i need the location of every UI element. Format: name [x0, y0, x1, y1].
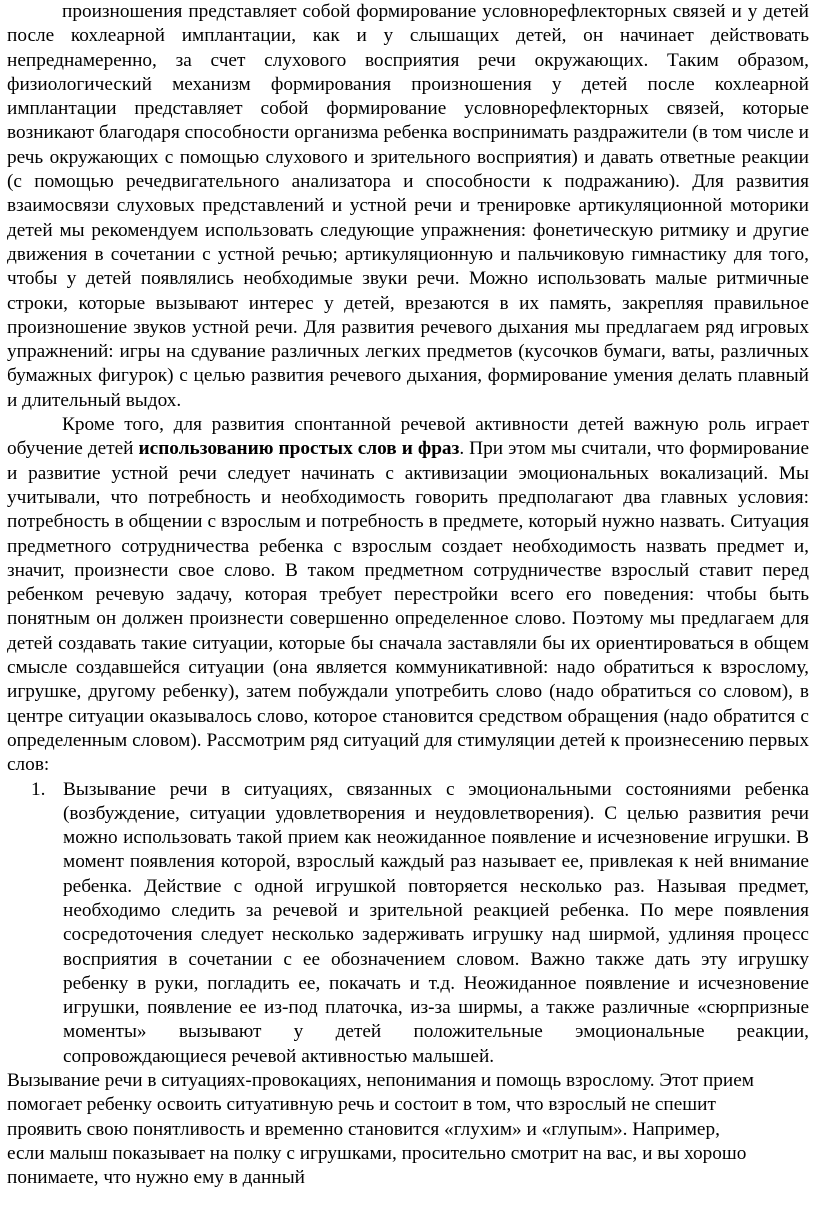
tail-line: помогает ребенку освоить ситуативную речь и состоит в том, что взрослый не спешит	[7, 1094, 716, 1116]
tail-line: проявить свою понятливость и временно становится «глухим» и «глупым». Например,	[7, 1118, 720, 1140]
list-item-number: 1.	[31, 778, 46, 800]
paragraph-spontaneous-speech	[0, 413, 816, 777]
tail-line: если малыш показывает на полку с игрушками, просительно смотрит на вас, и вы хорошо	[7, 1142, 747, 1164]
paragraph-2-intro-text: Кроме того, для развития спонтанной речевой активности детей важную роль играет обучение детей	[7, 414, 809, 460]
numbered-list	[0, 778, 816, 1070]
paragraph-2-bold-phrase: использованию простых слов и фраз	[138, 438, 460, 460]
paragraph-provocation-situations	[0, 1069, 816, 1190]
paragraph-pronunciation-mechanism: произношения представляет собой формирование условнорефлекторных связей и у детей после кохлеарной имплантации, как и у слышащих детей, он начинает действовать непреднамеренно, за счет слухового восприятия речи окружающих. Таким образом, физиологический механизм формирования произношения у детей после кохлеарной имплантации представляет собой формирование условнорефлекторных связей, которые возникают благодаря способности организма ребенка воспринимать раздражители (в том числе и речь окружающих с помощью слухового и зрительного восприятия) и давать ответные реакции (с помощью речедвигательного анализатора и способности к подражанию). Для развития взаимосвязи слуховых представлений и устной речи и тренировке артикуляционной моторики детей мы рекомендуем использовать следующие упражнения: фонетическую ритмику и другие движения в сочетании с устной речью; артикуляционную и пальчиковую гимнастику для того, чтобы у детей появлялись необходимые звуки речи. Можно использовать малые ритмичные строки, которые вызывают интерес у детей, врезаются в их память, закрепляя правильное произношение звуков устной речи. Для развития речевого дыхания мы предлагаем ряд игровых упражнений: игры на сдувание различных легких предметов (кусочков бумаги, ваты, различных бумажных фигурок) с целью развития речевого дыхания, формирование умения делать плавный и длительный выдох.	[7, 1, 809, 411]
list-item-text: Вызывание речи в ситуациях, связанных с эмоциональными состояниями ребенка (возбуждение, ситуации удовлетворения и неудовлетворения). С целью развития речи можно использовать такой прием как неожиданное появление и исчезновение игрушки. В момент появления которой, взрослый каждый раз называет ее, привлекая к ней внимание ребенка. Действие с одной игрушкой повторяется несколько раз. Называя предмет, необходимо следить за речевой и зрительной реакцией ребенка. По мере появления сосредоточения следует несколько задерживать игрушку над ширмой, удлиняя процесс восприятия в сочетании с ее обозначением словом. Важно также дать эту игрушку ребенку в руки, погладить ее, покачать и т.д. Неожиданное появление и исчезновение игрушки, появление ее из-под платочка, из-за ширмы, а также различные «сюрпризные моменты» вызывают у детей положительные эмоциональные реакции, сопровождающиеся речевой активностью малышей.	[63, 778, 809, 1067]
paragraph-2-main-text: . При этом мы считали, что формирование и развитие устной речи следует начинать с активизации эмоциональных вокализаций. Мы учитывали, что потребность и необходимость говорить предполагают два главных условия: потребность в общении с взрослым и потребность в предмете, который нужно назвать. Ситуация предметного сотрудничества ребенка с взрослым создает необходимость назвать предмет и, значит, произнести свое слово. В таком предметном сотрудничестве взрослый ставит перед ребенком речевую задачу, которая требует перестройки всего его поведения: чтобы быть понятным он должен произнести совершенно определенное слово. Поэтому мы предлагаем для детей создавать такие ситуации, которые бы сначала заставляли бы их ориентироваться в общем смысле создавшейся ситуации (она является коммуникативной: надо обратиться к взрослому, игрушке, другому ребенку), затем побуждали употребить слово (надо обратиться со словом), в центре ситуации оказывалось слово, которое становится средством обращения (надо обратится с определенным словом). Рассмотрим ряд ситуаций для стимуляции детей к произнесению первых слов:	[7, 438, 809, 776]
tail-line: понимаете, что нужно ему в данный	[7, 1167, 305, 1189]
tail-line: Вызывание речи в ситуациях-провокациях, непонимания и помощь взрослому. Этот прием	[7, 1070, 754, 1092]
list-item	[31, 778, 809, 1070]
